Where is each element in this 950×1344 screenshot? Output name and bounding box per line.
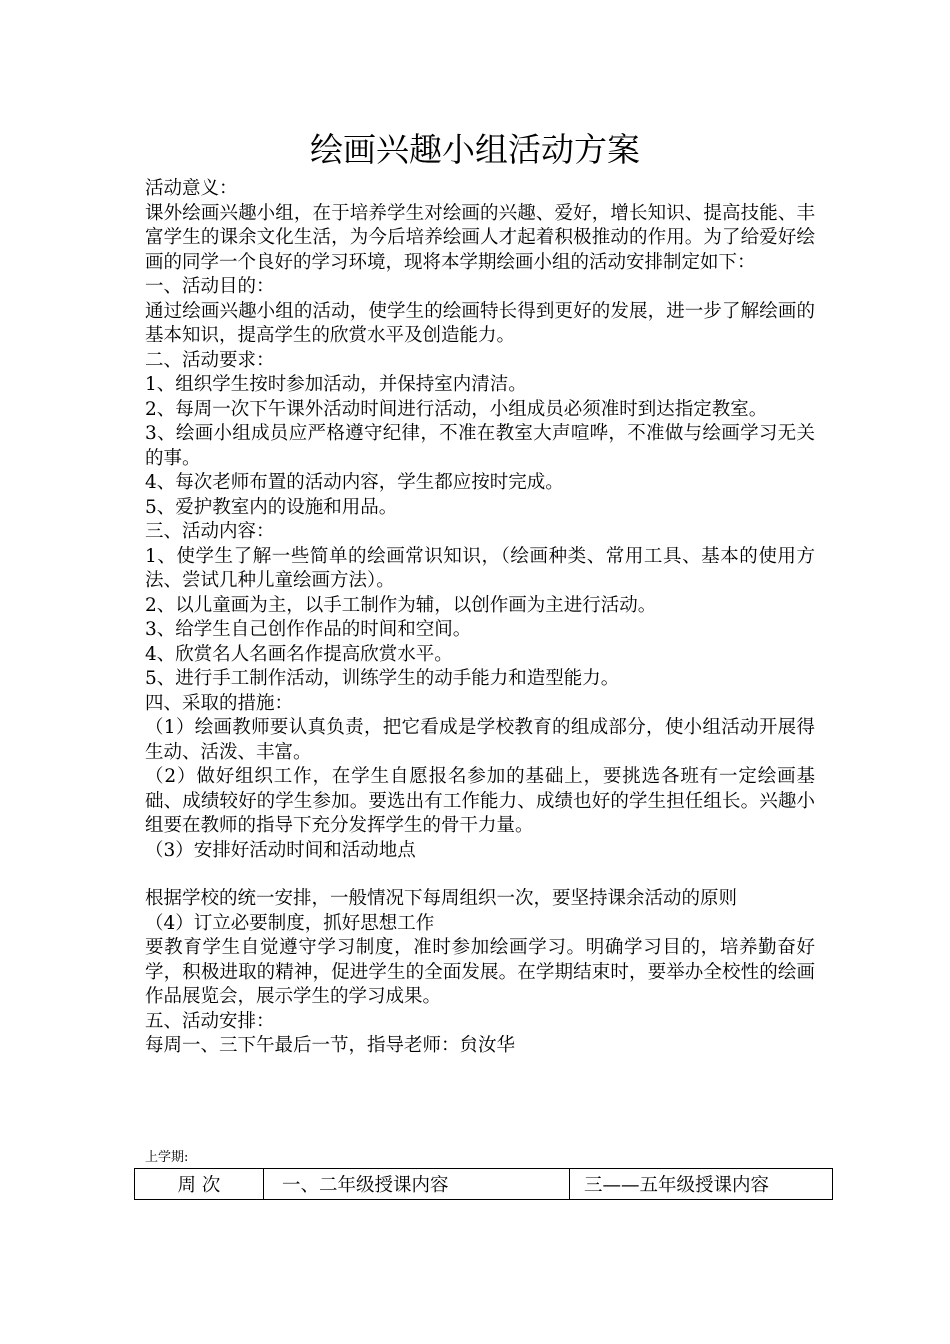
content-item-2: 2、以儿童画为主，以手工制作为辅，以创作画为主进行活动。: [145, 594, 657, 616]
requirement-item-2: 2、每周一次下午课外活动时间进行活动，小组成员必须准时到达指定教室。: [145, 398, 768, 420]
section-heading-purpose: 一、活动目的：: [145, 276, 275, 297]
content-item-5: 5、进行手工制作活动，训练学生的动手能力和造型能力。: [145, 668, 620, 689]
section-heading-requirements: 二、活动要求：: [145, 349, 275, 371]
measure-item-3: （3）安排好活动时间和活动地点: [145, 839, 416, 861]
content-item-4: 4、欣赏名人名画名作提高欣赏水平。: [145, 643, 453, 665]
column-header-grade-3-5: 三——五年级授课内容: [570, 1169, 833, 1200]
measure-item-4: （4）订立必要制度，抓好思想工作: [145, 912, 435, 934]
paragraph-significance: 课外绘画兴趣小组，在于培养学生对绘画的兴趣、爱好，增长知识、提高技能、丰富学生的课余文化生活，为今后培养绘画人才起着积极推动的作用。为了给爱好绘画的同学一个良好的学习环境，现将本学期绘画小组的活动安排制定如下：: [145, 202, 815, 273]
requirement-item-3: 3、绘画小组成员应严格遵守纪律，不准在教室大声喧哗，不准做与绘画学习无关的事。: [145, 423, 815, 469]
section-heading-schedule: 五、活动安排：: [145, 1010, 275, 1032]
measure-item-1: （1）绘画教师要认真负责，把它看成是学校教育的组成部分，使小组活动开展得生动、活泼、丰富。: [145, 717, 815, 763]
requirement-item-4: 4、每次老师布置的活动内容，学生都应按时完成。: [145, 472, 564, 493]
content-item-1: 1、使学生了解一些简单的绘画常识知识，（绘画种类、常用工具、基本的使用方法、尝试几种儿童绘画方法）。: [145, 545, 815, 591]
semester-label: 上学期:: [145, 1150, 189, 1165]
measure-item-4-detail: 要教育学生自觉遵守学习制度，准时参加绘画学习。明确学习目的，培养勤奋好学，积极进取的精神，促进学生的全面发展。在学期结束时，要举办全校性的绘画作品展览会，展示学生的学习成果。: [145, 937, 815, 1007]
document-body: [145, 177, 815, 1059]
measure-item-2: （2）做好组织工作，在学生自愿报名参加的基础上，要挑选各班有一定绘画基础、成绩较好的学生参加。要选出有工作能力、成绩也好的学生担任组长。兴趣小组要在教师的指导下充分发挥学生的骨干力量。: [145, 766, 815, 836]
schedule-table: [134, 1168, 833, 1200]
section-heading-significance: 活动意义：: [145, 178, 238, 199]
requirement-item-5: 5、爱护教室内的设施和用品。: [145, 496, 398, 518]
section-heading-measures: 四、采取的措施：: [145, 692, 294, 714]
measure-item-3-detail: 根据学校的统一安排，一般情况下每周组织一次，要坚持课余活动的原则: [145, 888, 738, 909]
section-heading-content: 三、活动内容：: [145, 521, 275, 542]
column-header-grade-1-2: 一、二年级授课内容: [264, 1169, 570, 1200]
content-item-3: 3、给学生自己创作作品的时间和空间。: [145, 619, 472, 640]
blank-line: [145, 863, 815, 887]
document-title: 绘画兴趣小组活动方案: [310, 130, 640, 169]
column-header-week: 周 次: [135, 1169, 264, 1200]
requirement-item-1: 1、组织学生按时参加活动，并保持室内清洁。: [145, 374, 527, 395]
table-header-row: [135, 1169, 833, 1200]
schedule-info: 每周一、三下午最后一节，指导老师：贠汝华: [145, 1035, 516, 1056]
paragraph-purpose: 通过绘画兴趣小组的活动，使学生的绘画特长得到更好的发展，进一步了解绘画的基本知识，提高学生的欣赏水平及创造能力。: [145, 300, 815, 346]
